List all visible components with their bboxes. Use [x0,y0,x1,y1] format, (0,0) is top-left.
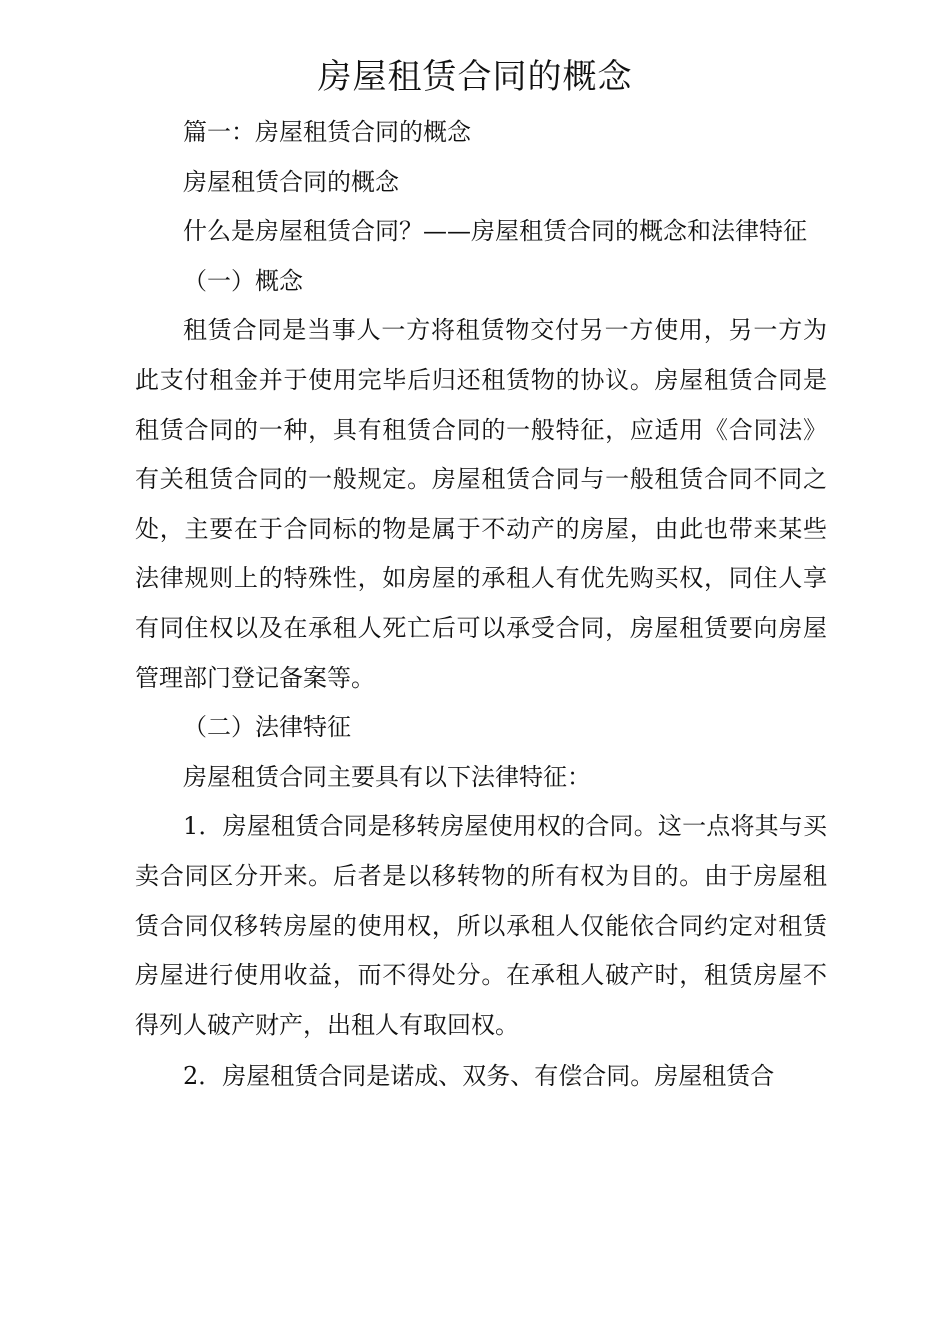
paragraph-legal-features-heading: （二）法律特征 [183,713,351,742]
paragraph-legal-features-intro: 房屋租赁合同主要具有以下法律特征： [183,762,591,791]
document-body [135,108,827,1102]
paragraph-feature-2: 2．房屋租赁合同是诺成、双务、有偿合同。房屋租赁合 [183,1062,775,1091]
paragraph-concept-heading: （一）概念 [183,266,303,295]
document-title: 房屋租赁合同的概念 [317,57,633,97]
paragraph-question: 什么是房屋租赁合同？——房屋租赁合同的概念和法律特征 [183,217,807,246]
paragraph-concept-body: 租赁合同是当事人一方将租赁物交付另一方使用，另一方为此支付租金并于使用完毕后归还租赁物的协议。房屋租赁合同是租赁合同的一种，具有租赁合同的一般特征，应适用《合同法》有关租赁合同的一般规定。房屋租赁合同与一般租赁合同不同之处，主要在于合同标的物是属于不动产的房屋，由此也带来某些法律规则上的特殊性，如房屋的承租人有优先购买权，同住人享有同住权以及在承租人死亡后可以承受合同，房屋租赁要向房屋管理部门登记备案等。 [135,316,827,692]
paragraph-feature-1: 1．房屋租赁合同是移转房屋使用权的合同。这一点将其与买卖合同区分开来。后者是以移转物的所有权为目的。由于房屋租赁合同仅移转房屋的使用权，所以承租人仅能依合同约定对租赁房屋进行使用收益，而不得处分。在承租人破产时，租赁房屋不得列人破产财产，出租人有取回权。 [135,812,827,1039]
paragraph-section-heading: 篇一：房屋租赁合同的概念 [183,118,471,146]
paragraph-subtitle: 房屋租赁合同的概念 [183,167,399,196]
